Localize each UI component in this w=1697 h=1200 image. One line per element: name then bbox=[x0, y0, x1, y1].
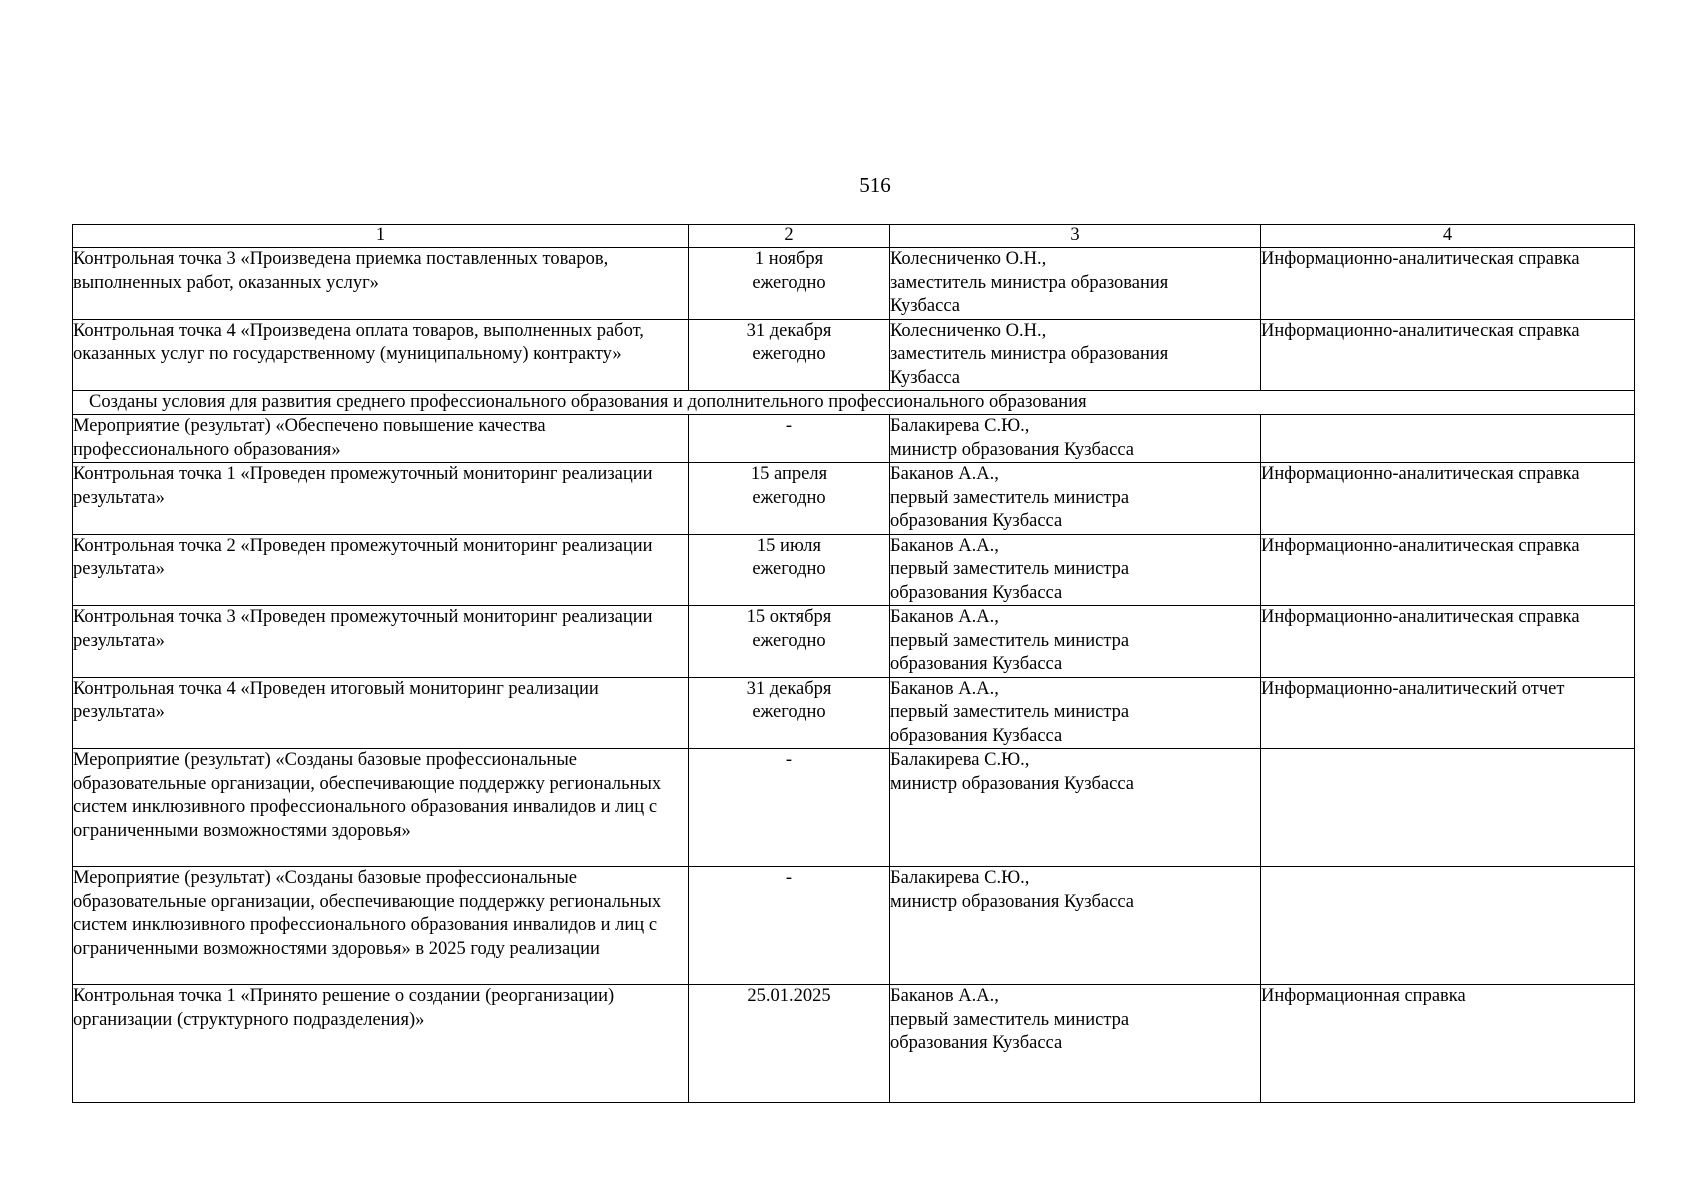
column-header-1: 1 bbox=[73, 225, 689, 248]
responsible-line: Колесниченко О.Н., bbox=[890, 249, 1047, 269]
deadline-cell bbox=[689, 606, 890, 678]
responsible-line: Баканов А.А., bbox=[890, 464, 999, 484]
deadline-line: ежегодно bbox=[752, 344, 826, 364]
deadline-line: 25.01.2025 bbox=[747, 986, 831, 1006]
activity-cell: Контрольная точка 3 «Проведен промежуточный мониторинг реализации результата» bbox=[73, 606, 689, 678]
responsible-line: Баканов А.А., bbox=[890, 535, 999, 556]
responsible-line: министр образования Кузбасса bbox=[890, 439, 1135, 460]
responsible-cell bbox=[890, 606, 1261, 678]
responsible-line: образования Кузбасса bbox=[890, 654, 1063, 674]
activity-cell: Мероприятие (результат) «Обеспечено повышение качества профессионального образования» bbox=[73, 415, 689, 463]
section-heading-row bbox=[73, 391, 1635, 415]
document-type-cell: Информационно-аналитическая справка bbox=[1261, 606, 1635, 678]
table-row bbox=[73, 248, 1635, 320]
deadline-line: ежегодно bbox=[752, 630, 826, 651]
deadline-cell bbox=[689, 415, 890, 463]
table-row bbox=[73, 985, 1635, 1103]
document-type-cell bbox=[1261, 749, 1635, 867]
activity-cell: Контрольная точка 1 «Проведен промежуточный мониторинг реализации результата» bbox=[73, 463, 689, 535]
responsible-line: министр образования Кузбасса bbox=[890, 773, 1135, 794]
responsible-line: образования Кузбасса bbox=[890, 582, 1063, 603]
responsible-line: заместитель министра образования bbox=[890, 344, 1169, 364]
responsible-cell bbox=[890, 463, 1261, 535]
responsible-line: образования Кузбасса bbox=[890, 511, 1063, 531]
responsible-line: Балакирева С.Ю., bbox=[890, 416, 1030, 436]
deadline-line: 15 апреля bbox=[750, 464, 828, 484]
responsible-line: министр образования Кузбасса bbox=[890, 891, 1135, 912]
document-type-cell: Информационно-аналитическая справка bbox=[1261, 463, 1635, 535]
deadline-cell bbox=[689, 248, 890, 320]
responsible-line: первый заместитель министра bbox=[890, 1009, 1130, 1030]
responsible-line: Баканов А.А., bbox=[890, 607, 999, 627]
responsible-line: Кузбасса bbox=[890, 296, 960, 316]
responsible-line: первый заместитель министра bbox=[890, 487, 1130, 508]
deadline-line: ежегодно bbox=[752, 487, 826, 508]
table-row bbox=[73, 534, 1635, 606]
document-type-cell: Информационно-аналитическая справка bbox=[1261, 319, 1635, 391]
deadline-cell bbox=[689, 534, 890, 606]
responsible-cell bbox=[890, 534, 1261, 606]
table-row bbox=[73, 749, 1635, 867]
column-header-4: 4 bbox=[1261, 225, 1635, 248]
page-number: 516 bbox=[859, 173, 891, 197]
deadline-cell bbox=[689, 867, 890, 985]
responsible-cell bbox=[890, 749, 1261, 867]
responsible-line: Балакирева С.Ю., bbox=[890, 750, 1030, 770]
deadline-line: 31 декабря bbox=[746, 320, 832, 341]
responsible-line: Кузбасса bbox=[890, 367, 960, 388]
responsible-line: образования Кузбасса bbox=[890, 725, 1063, 746]
table-row bbox=[73, 415, 1635, 463]
responsible-cell bbox=[890, 319, 1261, 391]
deadline-cell bbox=[689, 319, 890, 391]
deadline-line: ежегодно bbox=[752, 559, 826, 579]
responsible-line: Баканов А.А., bbox=[890, 986, 999, 1006]
deadline-line: - bbox=[785, 416, 793, 436]
responsible-cell bbox=[890, 867, 1261, 985]
deadline-cell bbox=[689, 749, 890, 867]
table-row bbox=[73, 606, 1635, 678]
deadline-cell bbox=[689, 677, 890, 749]
responsible-line: первый заместитель министра bbox=[890, 630, 1130, 651]
column-header-3: 3 bbox=[890, 225, 1261, 248]
activity-cell: Контрольная точка 3 «Произведена приемка поставленных товаров, выполненных работ, оказанных услуг» bbox=[73, 248, 689, 320]
table-body bbox=[73, 248, 1635, 1103]
deadline-line: - bbox=[785, 750, 793, 770]
document-type-cell bbox=[1261, 415, 1635, 463]
activity-cell: Контрольная точка 4 «Проведен итоговый мониторинг реализации результата» bbox=[73, 677, 689, 749]
responsible-cell bbox=[890, 677, 1261, 749]
responsible-line: первый заместитель министра bbox=[890, 559, 1130, 579]
activity-cell: Мероприятие (результат) «Созданы базовые профессиональные образовательные организации, обеспечивающие поддержку региональных систем инклюзивного профессионального образования инвалидов и лиц с ограниченными возможностями здоровья» bbox=[73, 749, 689, 867]
activity-cell: Мероприятие (результат) «Созданы базовые профессиональные образовательные организации, обеспечивающие поддержку региональных систем инклюзивного профессионального образования инвалидов и лиц с ограниченными возможностями здоровья» в 2025 году реализации bbox=[73, 867, 689, 985]
schedule-table bbox=[72, 224, 1635, 1103]
document-type-cell: Информационно-аналитическая справка bbox=[1261, 248, 1635, 320]
document-type-cell bbox=[1261, 867, 1635, 985]
activity-cell: Контрольная точка 4 «Произведена оплата товаров, выполненных работ, оказанных услуг по государственному (муниципальному) контракту» bbox=[73, 319, 689, 391]
responsible-line: первый заместитель министра bbox=[890, 702, 1130, 722]
table-row bbox=[73, 463, 1635, 535]
responsible-line: Балакирева С.Ю., bbox=[890, 868, 1030, 888]
deadline-line: 15 июля bbox=[756, 535, 822, 556]
section-heading: Созданы условия для развития среднего профессионального образования и дополнительного профессионального образования bbox=[73, 391, 1635, 415]
deadline-line: ежегодно bbox=[752, 702, 826, 722]
activity-cell: Контрольная точка 2 «Проведен промежуточный мониторинг реализации результата» bbox=[73, 534, 689, 606]
column-number-row bbox=[73, 225, 1635, 248]
deadline-line: - bbox=[785, 868, 793, 888]
activity-cell: Контрольная точка 1 «Принято решение о создании (реорганизации) организации (структурного подразделения)» bbox=[73, 985, 689, 1103]
responsible-line: Баканов А.А., bbox=[890, 678, 999, 699]
document-type-cell: Информационно-аналитическая справка bbox=[1261, 534, 1635, 606]
deadline-line: ежегодно bbox=[752, 272, 826, 293]
document-type-cell: Информационно-аналитический отчет bbox=[1261, 677, 1635, 749]
responsible-line: заместитель министра образования bbox=[890, 272, 1169, 293]
deadline-line: 1 ноября bbox=[754, 249, 824, 269]
document-type-cell: Информационная справка bbox=[1261, 985, 1635, 1103]
responsible-cell bbox=[890, 415, 1261, 463]
deadline-line: 31 декабря bbox=[746, 678, 832, 699]
responsible-line: образования Кузбасса bbox=[890, 1033, 1063, 1053]
table-row bbox=[73, 677, 1635, 749]
deadline-cell bbox=[689, 985, 890, 1103]
responsible-cell bbox=[890, 985, 1261, 1103]
column-header-2: 2 bbox=[689, 225, 890, 248]
table-row bbox=[73, 319, 1635, 391]
responsible-cell bbox=[890, 248, 1261, 320]
table-row bbox=[73, 867, 1635, 985]
responsible-line: Колесниченко О.Н., bbox=[890, 320, 1047, 341]
deadline-cell bbox=[689, 463, 890, 535]
deadline-line: 15 октября bbox=[746, 607, 832, 627]
